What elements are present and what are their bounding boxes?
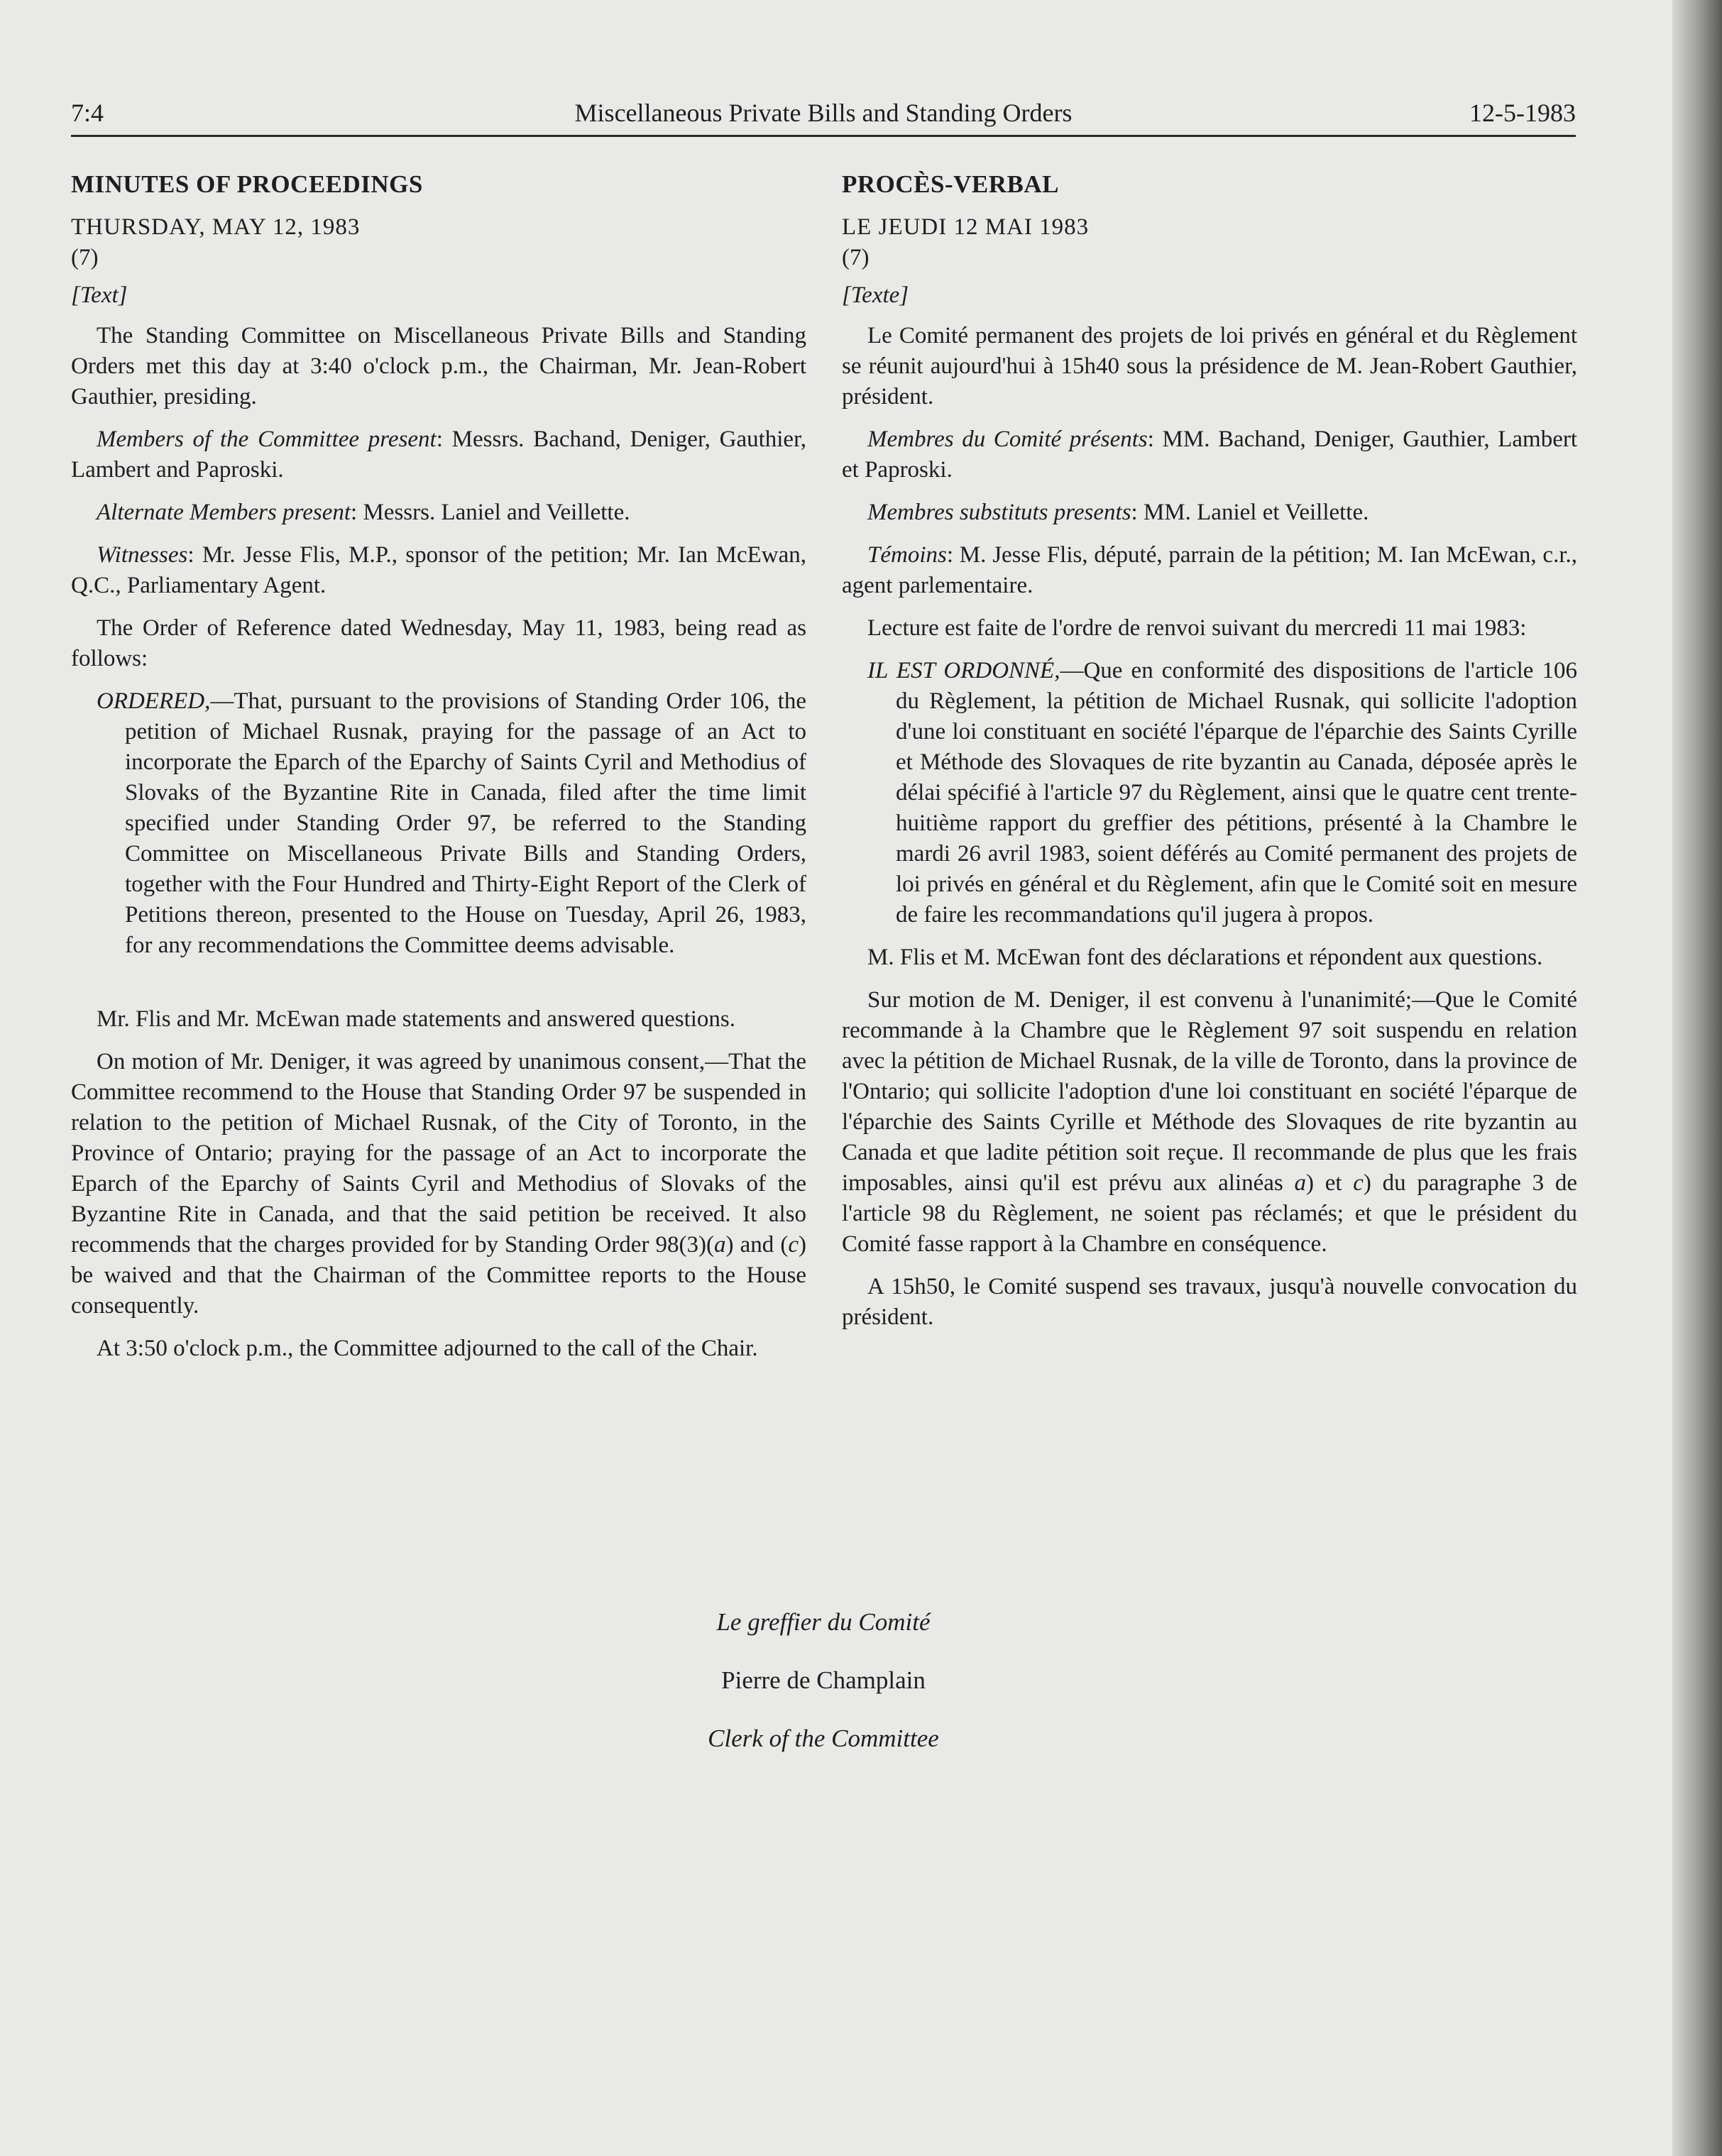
french-members-list: : MM. Bachand, Deniger, Gauthier, Lambert et Paproski. [842, 427, 1578, 483]
english-motion-text-3: ) be waived and that the Chairman of the Committee reports to the House consequently. [71, 1232, 806, 1319]
french-motion-text-3: ) du paragraphe 3 de l'article 98 du Règlement, ne soient pas réclamés; et que le président du Comité fasse rapport à la Chambre en conséquence. [842, 1170, 1578, 1257]
french-motion-c: c [1353, 1170, 1364, 1196]
french-date-line: LE JEUDI 12 MAI 1983 [842, 214, 1090, 240]
english-members-present [71, 424, 806, 485]
english-witnesses [71, 540, 806, 601]
french-motion [842, 985, 1577, 1260]
page-edge-shadow [1672, 0, 1722, 2156]
french-alternates-present [842, 497, 1577, 528]
english-order-of-reference [71, 686, 806, 961]
french-motion-text-1: Sur motion de M. Deniger, il est convenu à l'unanimité;—Que le Comité recommande à la Chambre que le Règlement 97 soit suspendu en relation avec la pétition de Michael Rusnak, de la ville de Toronto, dans la province de l'Ontario; qui sollicite l'adoption d'une loi constituant en société l'éparque de l'éparchie des Saints Cyrille et Méthode des Slovaques de rite byzantin au Canada et que ladite pétition soit reçue. Il recommande de plus que les frais imposables, ainsi qu'il est prévu aux alinéas [842, 987, 1577, 1196]
english-sitting-number: (7) [71, 245, 99, 270]
english-alternates-label: Alternate Members present [97, 500, 351, 525]
header-title: Miscellaneous Private Bills and Standing Orders [574, 99, 1073, 127]
header-date: 12-5-1983 [1469, 99, 1576, 127]
signature-french-title: Le greffier du Comité [716, 1608, 931, 1636]
english-motion-text-1: On motion of Mr. Deniger, it was agreed by unanimous consent,—That the Committee recommend to the House that Standing Order 97 be suspended in relation to the petition of Michael Rusnak, of the City of Toronto, in the Province of Ontario; praying for the passage of an Act to incorporate the Eparch of the Eparchy of Saints Cyril and Methodius of Slovaks of the Byzantine Rite in Canada, and that the said petition be received. It also recommends that the charges provided for by Standing Order 98(3)( [71, 1049, 806, 1258]
english-heading: MINUTES OF PROCEEDINGS [71, 170, 423, 198]
french-text-tag: [Texte] [842, 282, 909, 308]
english-order-intro: The Order of Reference dated Wednesday, May 11, 1983, being read as follows: [71, 615, 806, 671]
english-column [71, 169, 806, 1376]
english-motion-text-2: ) and ( [725, 1232, 789, 1258]
french-column [842, 169, 1577, 1345]
english-ordered-text: —That, pursuant to the provisions of Standing Order 106, the petition of Michael Rusnak, praying for the passage of an Act to incorporate the Eparch of the Eparchy of Saints Cyril and Methodius of Slovaks of the Byzantine Rite in Canada, filed after the time limit specified under Standing Order 97, be referred to the Standing Committee on Miscellaneous Private Bills and Standing Orders, together with the Four Hundred and Thirty-Eight Report of the Clerk of Petitions thereon, presented to the House on Tuesday, April 26, 1983, for any recommendations the Committee deems advisable. [125, 688, 806, 958]
french-witnesses-label: Témoins [867, 542, 947, 568]
english-ordered-label: ORDERED, [97, 688, 211, 714]
english-text-tag: [Text] [71, 282, 128, 308]
french-sitting-number: (7) [842, 245, 870, 270]
french-heading: PROCÈS-VERBAL [842, 170, 1059, 198]
page-number: 7:4 [71, 99, 104, 127]
running-header [71, 98, 1576, 133]
english-motion [71, 1047, 806, 1321]
english-opening-paragraph: The Standing Committee on Miscellaneous Private Bills and Standing Orders met this day at 3:40 o'clock p.m., the Chairman, Mr. Jean-Robert Gauthier, presiding. [71, 323, 806, 409]
header-rule [71, 135, 1576, 137]
french-order-of-reference [842, 656, 1577, 930]
spacer [71, 973, 806, 1004]
english-adjournment: At 3:50 o'clock p.m., the Committee adjourned to the call of the Chair. [97, 1336, 758, 1361]
english-members-list: : Messrs. Bachand, Deniger, Gauthier, Lambert and Paproski. [71, 427, 806, 483]
french-members-present [842, 424, 1577, 485]
french-alternates-list: : MM. Laniel et Veillette. [1131, 500, 1369, 525]
french-alternates-label: Membres substituts presents [867, 500, 1131, 525]
signature-name: Pierre de Champlain [721, 1666, 926, 1694]
french-ordered-label: IL EST ORDONNÉ, [867, 658, 1060, 683]
english-motion-a: a [714, 1232, 726, 1258]
french-motion-a: a [1294, 1170, 1306, 1196]
english-members-label: Members of the Committee present [97, 427, 437, 452]
french-witnesses-list: : M. Jesse Flis, député, parrain de la pétition; M. Ian McEwan, c.r., agent parlementaire. [842, 542, 1577, 598]
french-adjournment: A 15h50, le Comité suspend ses travaux, jusqu'à nouvelle convocation du président. [842, 1274, 1577, 1330]
french-statements: M. Flis et M. McEwan font des déclarations et répondent aux questions. [867, 945, 1543, 970]
french-motion-text-2: ) et [1305, 1170, 1354, 1196]
french-order-intro: Lecture est faite de l'ordre de renvoi suivant du mercredi 11 mai 1983: [867, 615, 1527, 641]
french-witnesses [842, 540, 1577, 601]
french-ordered-text: —Que en conformité des dispositions de l'article 106 du Règlement, la pétition de Michael Rusnak, qui sollicite l'adoption d'une loi constituant en société l'éparque de l'éparchie des Saints Cyrille et Méthode des Slovaques de rite byzantin au Canada, déposée après le délai spécifié à l'article 97 du Règlement, ainsi que le quatre cent trente-huitième rapport du greffier des pétitions, présenté à la Chambre le mardi 26 avril 1983, soient déférés au Comité permanent des projets de loi privés en général et du Règlement, afin que le Comité soit en mesure de faire les recommandations qu'il jugera à propos. [896, 658, 1578, 928]
english-alternates-list: : Messrs. Laniel and Veillette. [351, 500, 630, 525]
english-alternates-present [71, 497, 806, 528]
english-motion-c: c [788, 1232, 799, 1258]
french-members-label: Membres du Comité présents [867, 427, 1148, 452]
english-witnesses-list: : Mr. Jesse Flis, M.P., sponsor of the petition; Mr. Ian McEwan, Q.C., Parliamentary Agent. [71, 542, 806, 598]
signature-english-title: Clerk of the Committee [708, 1725, 939, 1752]
english-statements: Mr. Flis and Mr. McEwan made statements and answered questions. [97, 1006, 736, 1032]
english-witnesses-label: Witnesses [97, 542, 188, 568]
english-date-line: THURSDAY, MAY 12, 1983 [71, 214, 361, 240]
french-opening-paragraph: Le Comité permanent des projets de loi privés en général et du Règlement se réunit aujourd'hui à 15h40 sous la présidence de M. Jean-Robert Gauthier, président. [842, 323, 1577, 409]
